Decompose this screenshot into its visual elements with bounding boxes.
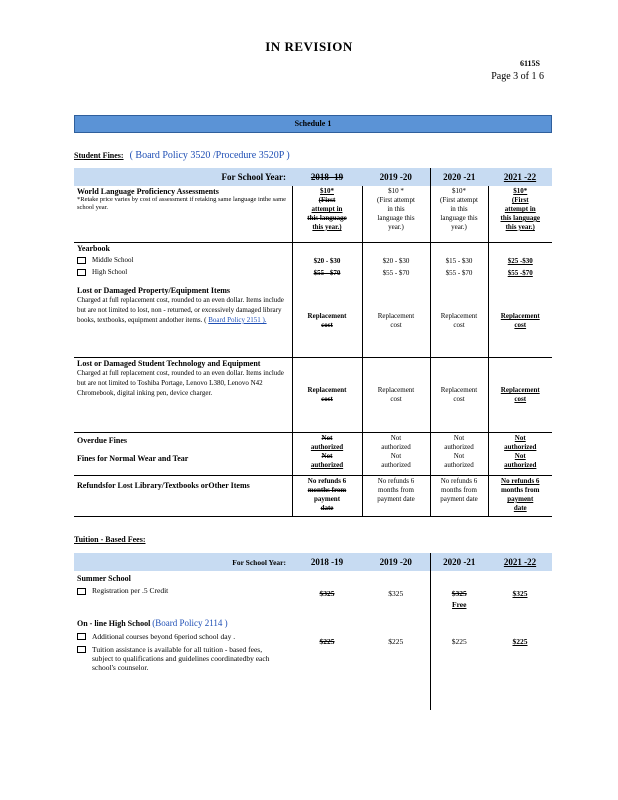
document-number: 6115S xyxy=(519,59,540,68)
cell-value: $55 - $70 xyxy=(313,269,341,277)
list-item xyxy=(77,256,289,265)
table-row xyxy=(74,433,552,476)
list-item-label: Tuition assistance is available for all tuition - based fees, subject to qualifications and guidelines coordinatedby each school's counselor. xyxy=(92,645,270,672)
cell-value: $325 xyxy=(451,589,467,598)
list-item xyxy=(77,632,289,641)
page-title: IN REVISION xyxy=(265,39,353,54)
cell-value: Not xyxy=(453,434,465,442)
board-policy-link[interactable]: ( Board Policy 3520 /Procedure 3520P ) xyxy=(129,150,290,161)
cell-value: $325 xyxy=(388,589,404,598)
cell-value: (First xyxy=(318,196,336,204)
school-year-label: For School Year: xyxy=(74,168,292,186)
table-header-row xyxy=(74,168,552,186)
student-fines-label: Student Fines: xyxy=(74,151,124,160)
cell-value: Not xyxy=(390,434,402,442)
year-header: 2018 -19 xyxy=(292,553,362,571)
cell-value: $325 xyxy=(512,589,528,598)
list-item-label: High School xyxy=(92,268,128,276)
cell-value: this year.) xyxy=(505,223,535,231)
cell-value: this year.) xyxy=(312,223,342,231)
cell-value: date xyxy=(320,504,334,512)
row-title: On - line High School xyxy=(77,619,151,628)
checkbox-bullet-icon xyxy=(77,633,86,640)
table-row xyxy=(74,613,552,710)
tuition-fees-heading: Tuition - Based Fees: xyxy=(74,535,146,544)
row-description: Charged at full replacement cost, rounded to an even dollar. Items include but are not limited to Toshiba Portage, Lenovo L380, Lenovo N42 Chromebook, digital inking pen, device charger. xyxy=(77,369,284,397)
tuition-fees-table xyxy=(74,553,552,710)
cell-value: $225 xyxy=(388,637,404,646)
cell-value: Replacement cost xyxy=(430,358,488,433)
row-title: World Language Proficiency Assessments xyxy=(77,187,219,196)
year-header: 2021 -22 xyxy=(488,553,552,571)
row-title: Lost or Damaged Property/Equipment Items xyxy=(77,286,231,295)
row-description: Charged at full replacement cost, rounded to an even dollar. Items include but are not limited to lost, non - returned, or excessively damaged library books, textbooks, equipment andother items. ( xyxy=(77,296,284,324)
year-header: 2019 -20 xyxy=(362,553,430,571)
cell-value: Replacement xyxy=(500,312,540,320)
cell-value: cost xyxy=(321,321,333,329)
table-header-row xyxy=(74,553,552,571)
cell-value: attempt in xyxy=(311,205,343,213)
cell-value: $225 xyxy=(319,637,335,646)
cell-value: Not xyxy=(321,434,333,442)
row-title: Summer School xyxy=(77,574,131,583)
table-row xyxy=(74,476,552,517)
cell-value: No refunds 6 months from payment date xyxy=(430,476,488,517)
cell-value: authorized xyxy=(444,443,474,451)
cell-value: authorized xyxy=(381,443,411,451)
cell-value: $10* (First attempt in this language this year.) xyxy=(430,186,488,243)
cell-value: Not xyxy=(514,452,526,460)
cell-value: cost xyxy=(514,321,527,329)
cell-value: Replacement xyxy=(500,386,540,394)
cell-value: $55 -$70 xyxy=(507,269,533,277)
student-fines-heading xyxy=(74,150,290,161)
cell-value: $10* xyxy=(320,187,334,195)
cell-value: date xyxy=(513,504,527,512)
cell-value: $325 xyxy=(319,589,335,598)
board-policy-link[interactable]: (Board Policy 2114 ) xyxy=(152,618,228,628)
cell-value: attempt in xyxy=(504,205,536,213)
schedule-banner: Schedule 1 xyxy=(74,115,552,133)
row-title: Overdue Fines xyxy=(77,436,127,445)
cell-value: Replacement xyxy=(307,312,347,320)
cell-value: Not xyxy=(321,452,333,460)
school-year-label: For School Year: xyxy=(74,553,292,571)
cell-value: Free xyxy=(452,600,467,609)
cell-value: $10 * (First attempt in this language this year.) xyxy=(362,186,430,243)
cell-value: $10* xyxy=(513,187,528,195)
cell-value: $20 - $30 xyxy=(313,257,341,265)
cell-value: authorized xyxy=(444,461,474,469)
page-number: Page 3 of 1 6 xyxy=(491,71,544,82)
list-item xyxy=(77,586,289,595)
row-title: Refundsfor Lost Library/Textbooks orOther Items xyxy=(77,481,250,490)
cell-value: $225 xyxy=(512,637,528,646)
list-item-label: Additional courses beyond 6period school day . xyxy=(92,632,236,641)
table-row xyxy=(74,571,552,613)
checkbox-bullet-icon xyxy=(77,588,86,595)
cell-value: $55 - $70 xyxy=(445,269,473,277)
cell-value: Not xyxy=(514,434,526,442)
year-header: 2019 -20 xyxy=(362,168,430,186)
table-row xyxy=(74,243,552,286)
cell-value: authorized xyxy=(310,443,344,451)
list-item-label: Registration per .5 Credit xyxy=(92,586,169,595)
cell-value: $25 -$30 xyxy=(507,257,533,265)
year-header: 2018 -19 xyxy=(292,168,362,186)
student-fines-table xyxy=(74,168,552,517)
cell-value: No refunds 6 months from payment date xyxy=(362,476,430,517)
cell-value: $20 - $30 xyxy=(382,257,410,265)
cell-value: authorized xyxy=(504,443,537,451)
cell-value: (First xyxy=(511,196,529,204)
year-header: 2020 -21 xyxy=(430,553,488,571)
cell-value: authorized xyxy=(381,461,411,469)
cell-value: $55 - $70 xyxy=(382,269,410,277)
year-header: 2021 -22 xyxy=(488,168,552,186)
cell-value: payment xyxy=(507,495,534,503)
cell-value: cost xyxy=(321,395,333,403)
cell-value: this language xyxy=(307,214,347,222)
cell-value: Replacement cost xyxy=(430,285,488,358)
row-title: Fines for Normal Wear and Tear xyxy=(77,454,189,463)
checkbox-bullet-icon xyxy=(77,257,86,264)
list-item xyxy=(77,645,289,672)
cell-value: No refunds 6 xyxy=(307,477,347,485)
table-row xyxy=(74,358,552,433)
row-title: Lost or Damaged Student Technology and Equipment xyxy=(77,359,261,368)
list-item-label: Middle School xyxy=(92,256,134,264)
cell-value: authorized xyxy=(310,461,344,469)
row-title: Yearbook xyxy=(77,244,110,253)
row-description: *Retake price varies by cost of assessment if retaking same language inthe same school year. xyxy=(77,196,287,211)
cell-value: $225 xyxy=(430,613,488,710)
table-row xyxy=(74,186,552,243)
table-row xyxy=(74,285,552,358)
cell-value: payment xyxy=(313,495,341,503)
cell-value: $15 - $30 xyxy=(445,257,473,265)
cell-value: cost xyxy=(514,395,527,403)
checkbox-bullet-icon xyxy=(77,269,86,276)
cell-value: Replacement xyxy=(307,386,347,394)
cell-value: No refunds 6 xyxy=(501,477,540,485)
cell-value: months from xyxy=(500,486,540,494)
list-item xyxy=(77,268,289,277)
board-policy-link[interactable]: Board Policy 2151 ). xyxy=(208,316,267,324)
cell-value: Replacement cost xyxy=(362,285,430,358)
cell-value: Replacement cost xyxy=(362,358,430,433)
year-header: 2020 -21 xyxy=(430,168,488,186)
checkbox-bullet-icon xyxy=(77,646,86,653)
cell-value: Not xyxy=(390,452,402,460)
cell-value: this language xyxy=(500,214,540,222)
cell-value: Not xyxy=(453,452,465,460)
cell-value: authorized xyxy=(504,461,537,469)
cell-value: months from xyxy=(307,486,347,494)
